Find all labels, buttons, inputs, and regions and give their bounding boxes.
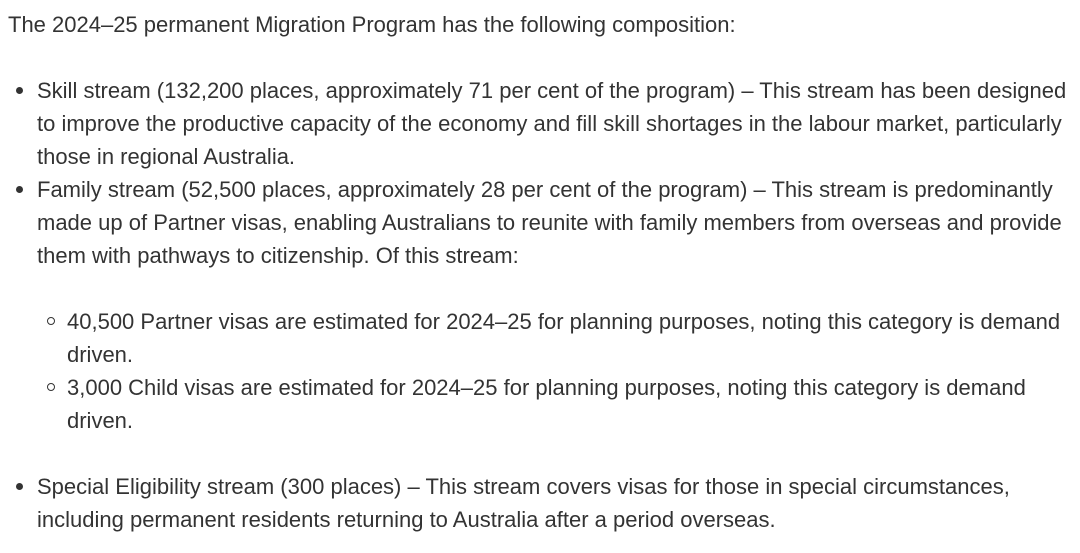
bullet-icon <box>16 87 23 94</box>
list-item-text: Family stream (52,500 places, approximately 28 per cent of the program) – This stream is predominantly made up of Partner visas, enabling Australians to reunite with family members from overseas and provide them with pathways to citizenship. Of this stream: <box>37 177 1062 268</box>
sublist-item-partner-visas <box>37 305 1072 371</box>
sublist-item-text: 40,500 Partner visas are estimated for 2024–25 for planning purposes, noting this category is demand driven. <box>67 309 1061 367</box>
stream-list <box>8 74 1072 536</box>
bullet-icon <box>16 186 23 193</box>
list-item-special-eligibility-stream <box>8 470 1072 536</box>
list-item-text: Skill stream (132,200 places, approximately 71 per cent of the program) – This stream has been designed to improve the productive capacity of the economy and fill skill shortages in the labour market, particularly those in regional Australia. <box>37 78 1067 169</box>
hollow-bullet-icon <box>47 383 55 391</box>
sublist-item-child-visas <box>37 371 1072 437</box>
hollow-bullet-icon <box>47 317 55 325</box>
intro-paragraph: The 2024–25 permanent Migration Program has the following composition: <box>8 12 736 37</box>
list-item-family-stream <box>8 173 1072 437</box>
list-item-skill-stream <box>8 74 1072 173</box>
family-sublist <box>37 305 1072 437</box>
bullet-icon <box>16 483 23 490</box>
sublist-item-text: 3,000 Child visas are estimated for 2024–25 for planning purposes, noting this category is demand driven. <box>67 375 1026 433</box>
list-item-text: Special Eligibility stream (300 places) – This stream covers visas for those in special circumstances, including permanent residents returning to Australia after a period overseas. <box>37 474 1010 532</box>
